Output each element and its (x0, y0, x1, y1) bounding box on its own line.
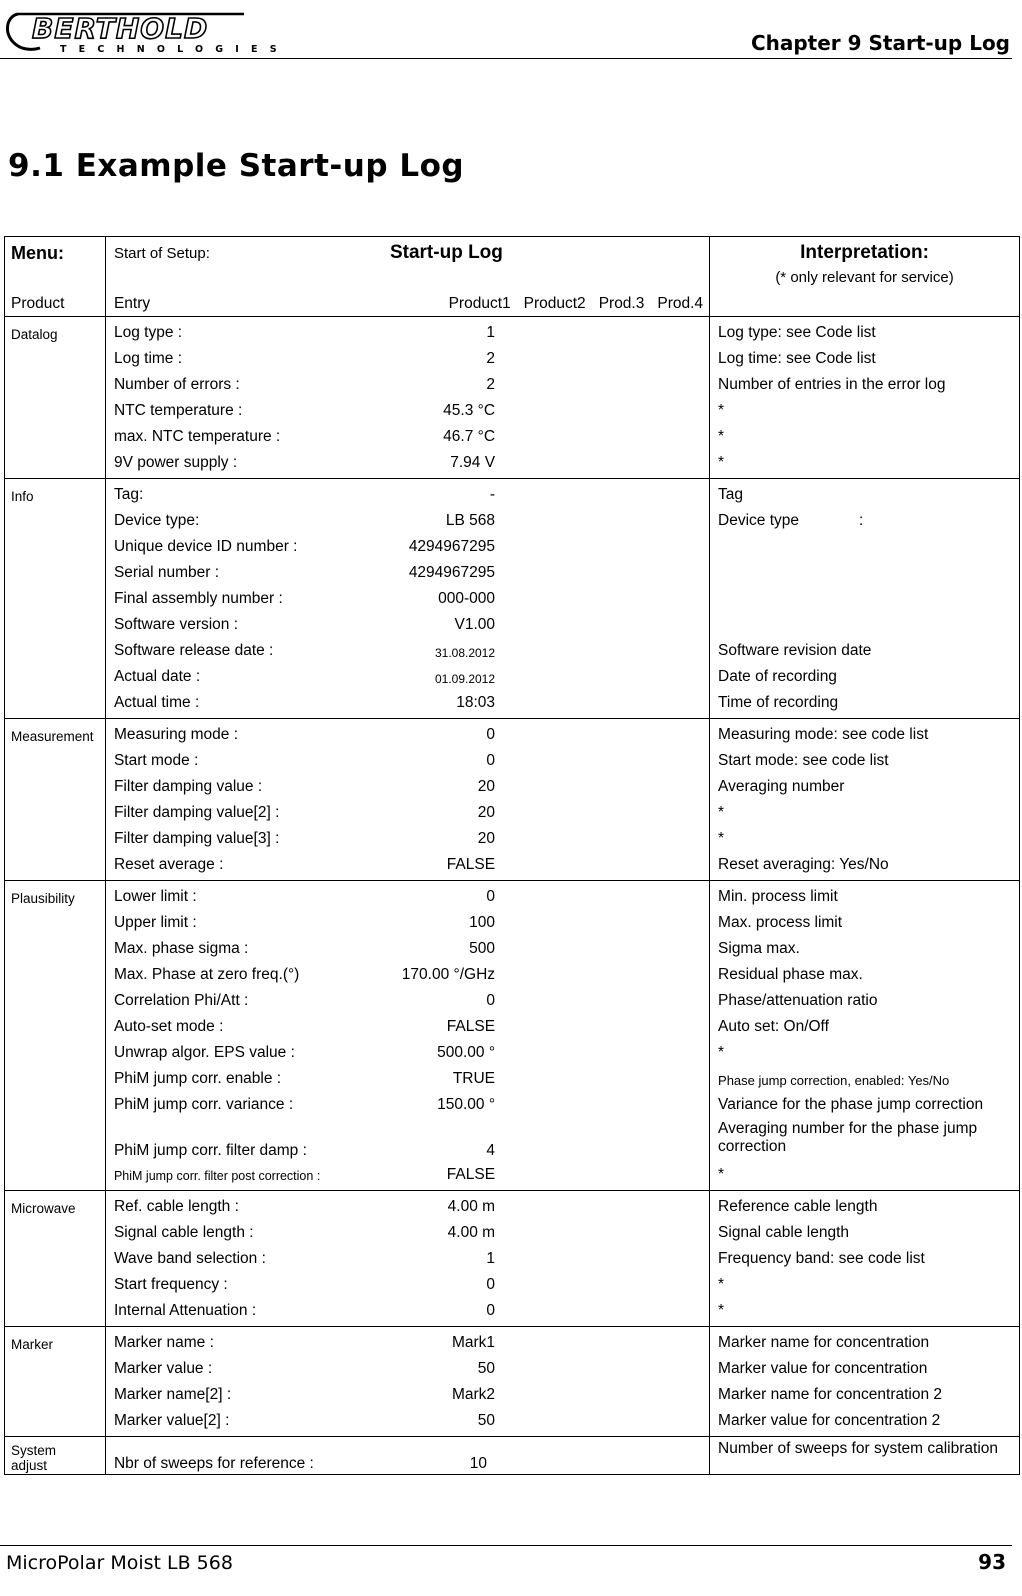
interpretation-value: Measuring mode: see code list (718, 726, 929, 743)
interpretation-list (710, 881, 1019, 1190)
interpretation-value: * (718, 428, 725, 445)
entry-label: Wave band selection : (113, 1250, 266, 1267)
interpretation-value: Reference cable length (718, 1198, 878, 1215)
product1-value: FALSE (446, 1018, 496, 1035)
interpretation-value: Sigma max. (718, 940, 800, 957)
log-entry-row (114, 776, 709, 802)
group-name-cell: Measurement (5, 719, 106, 881)
entry-label: max. NTC temperature : (113, 428, 281, 445)
interpretation-value: Variance for the phase jump correction (718, 1096, 984, 1113)
group-entries-cell (105, 1437, 709, 1475)
interpretation-text (718, 1332, 1019, 1358)
log-entry-row (114, 348, 709, 374)
product1-value: 46.7 °C (443, 428, 496, 445)
log-entry-row (114, 640, 709, 666)
entry-label: 9V power supply : (113, 454, 238, 471)
log-entry-row (114, 426, 709, 452)
log-entry-row (114, 692, 709, 718)
entry-label: Lower limit : (113, 888, 197, 905)
interpretation-text (718, 452, 1019, 478)
interpretation-list (710, 1327, 1019, 1436)
table-header-row (5, 237, 1020, 317)
interpretation-heading: Interpretation: (800, 242, 929, 263)
product1-value: 1 (486, 324, 496, 341)
interpretation-text (718, 400, 1019, 426)
entry-label: Log time : (113, 350, 183, 367)
log-entry-row (114, 452, 709, 478)
group-entries-cell (105, 479, 709, 719)
log-entry-row (114, 1120, 709, 1164)
interpretation-value: Auto set: On/Off (718, 1018, 829, 1035)
product1-value: 000-000 (438, 590, 496, 607)
product1-value: FALSE (446, 1166, 496, 1183)
entry-list (106, 317, 709, 478)
group-interpretation-cell (710, 479, 1020, 719)
product1-value: 100 (469, 914, 496, 931)
interpretation-text (718, 322, 1019, 348)
product1-value: 0 (486, 888, 496, 905)
entry-label: Start frequency : (113, 1276, 228, 1293)
log-entry-row (114, 1274, 709, 1300)
menu-label: Menu: (11, 243, 64, 263)
interpretation-text (718, 1094, 1019, 1120)
product1-value: 7.94 V (450, 454, 496, 471)
product1-value: 500.00 ° (437, 1044, 496, 1061)
group-row-datalog (5, 317, 1020, 479)
interpretation-note: (* only relevant for service) (775, 269, 954, 286)
interpretation-text (718, 724, 1019, 750)
interpretation-value: Residual phase max. (718, 966, 863, 983)
entry-label: Marker value : (113, 1360, 213, 1377)
interpretation-value: Averaging number for the phase jump correction (718, 1120, 978, 1155)
interpretation-text (718, 666, 1019, 692)
log-entry-row (114, 990, 709, 1016)
entry-label: PhiM jump corr. variance : (113, 1096, 294, 1113)
entry-list (106, 881, 709, 1190)
entry-label: Number of errors : (113, 376, 240, 393)
product1-value: V1.00 (454, 616, 496, 633)
entry-label: Nbr of sweeps for reference : (113, 1455, 314, 1472)
log-entry-row (114, 562, 709, 588)
interpretation-value: * (718, 402, 725, 419)
group-interpretation-cell (710, 719, 1020, 881)
interpretation-text (718, 990, 1019, 1016)
log-entry-row (114, 1384, 709, 1410)
log-entry-row (114, 400, 709, 426)
entry-list (106, 719, 709, 880)
startup-log-table (4, 236, 1020, 1475)
entry-label: Serial number : (113, 564, 220, 581)
group-interpretation-cell (710, 1327, 1020, 1437)
footer-rule (0, 1545, 1012, 1546)
interpretation-text (718, 692, 1019, 718)
entry-label: Filter damping value[2] : (113, 804, 280, 821)
log-entry-row (114, 750, 709, 776)
group-name-cell (5, 1437, 106, 1475)
menu-header-cell (5, 237, 106, 317)
entry-list (106, 1327, 709, 1436)
interpretation-text (718, 562, 1019, 588)
section-title: 9.1 Example Start-up Log (8, 148, 465, 184)
product-column-label: Product1 (448, 295, 511, 312)
group-name-cell: Marker (5, 1327, 106, 1437)
interpretation-text (718, 1196, 1019, 1222)
entry-label: Filter damping value[3] : (113, 830, 280, 847)
entry-label: Unique device ID number : (113, 538, 298, 555)
interpretation-list (710, 719, 1019, 880)
interpretation-text (718, 484, 1019, 510)
entry-label: PhiM jump corr. filter damp : (113, 1142, 307, 1159)
product1-value: 50 (477, 1412, 496, 1429)
interpretation-value: Time of recording (718, 694, 839, 711)
log-entry-row (114, 1332, 709, 1358)
log-entry-row (114, 1068, 709, 1094)
product1-value: 150.00 ° (437, 1096, 496, 1113)
product1-value: - (489, 486, 496, 503)
group-interpretation-cell (710, 1191, 1020, 1327)
group-name-cell: Datalog (5, 317, 106, 479)
interpretation-list (710, 479, 1019, 718)
log-entry-row (114, 724, 709, 750)
entry-label: Software release date : (113, 642, 274, 659)
log-entry-row (114, 828, 709, 854)
start-of-setup-label: Start of Setup: (113, 245, 210, 262)
interpretation-text (718, 938, 1019, 964)
interpretation-text (718, 1042, 1019, 1068)
product1-value: 2 (486, 350, 496, 367)
group-name-cell: Info (5, 479, 106, 719)
interpretation-text (718, 750, 1019, 776)
log-entry-row (114, 374, 709, 400)
interpretation-text (718, 426, 1019, 452)
interpretation-text (718, 828, 1019, 854)
log-entry-row (114, 1042, 709, 1068)
interpretation-text (718, 854, 1019, 880)
interpretation-list (710, 317, 1019, 478)
log-entry-row (114, 1164, 709, 1190)
log-entry-row (114, 1094, 709, 1120)
product1-value: 31.08.2012 (434, 646, 496, 660)
interpretation-value: * (718, 1044, 725, 1061)
product1-value: 18:03 (456, 694, 496, 711)
entry-label: Log type : (113, 324, 183, 341)
interpretation-text (718, 1300, 1019, 1326)
product1-value: 4.00 m (447, 1198, 496, 1215)
product1-value: 0 (486, 1302, 496, 1319)
log-entry-row (114, 1300, 709, 1326)
entry-label: Marker name[2] : (113, 1386, 232, 1403)
entry-label: Internal Attenuation : (113, 1302, 257, 1319)
product1-value: 20 (477, 830, 496, 847)
group-entries-cell (105, 1327, 709, 1437)
entry-label: NTC temperature : (113, 402, 243, 419)
group-entries-cell (105, 1191, 709, 1327)
product1-value: 1 (486, 1250, 496, 1267)
interpretation-value: Marker name for concentration 2 (718, 1386, 943, 1403)
entry-label: Tag: (113, 486, 144, 503)
entry-label: Start mode : (113, 752, 199, 769)
entry-label: Correlation Phi/Att : (113, 992, 249, 1009)
group-row-info (5, 479, 1020, 719)
product-label: Product (11, 295, 65, 312)
product1-value: FALSE (446, 856, 496, 873)
entry-label: Device type: (113, 512, 200, 529)
product-column-label: Prod.4 (657, 295, 704, 312)
group-row-microwave (5, 1191, 1020, 1327)
group-entries-cell (105, 719, 709, 881)
product1-value: 4294967295 (408, 538, 496, 555)
log-entry-row (114, 912, 709, 938)
group-entries-cell (105, 317, 709, 479)
product1-value: 170.00 °/GHz (401, 966, 496, 983)
interpretation-value: * (718, 1276, 725, 1293)
page-number: 93 (978, 1550, 1006, 1574)
log-entry-row (114, 938, 709, 964)
entry-list (106, 1191, 709, 1326)
interpretation-value: Marker name for concentration (718, 1334, 930, 1351)
interpretation-text (718, 912, 1019, 938)
log-entry-row (114, 1222, 709, 1248)
product1-value: 10 (469, 1455, 488, 1472)
interpretation-value: Signal cable length (718, 1224, 850, 1241)
entry-label: Max. Phase at zero freq.(°) (113, 966, 300, 983)
log-entry-row (114, 536, 709, 562)
product1-value: Mark2 (451, 1386, 496, 1403)
interpretation-value: Log type: see Code list (718, 324, 876, 341)
svg-text:TECHNOLOGIES: TECHNOLOGIES (60, 44, 289, 55)
entry-label: Ref. cable length : (113, 1198, 239, 1215)
interpretation-value: Start mode: see code list (718, 752, 889, 769)
interpretation-value: Software revision date (718, 642, 872, 659)
product1-value: 20 (477, 804, 496, 821)
interpretation-text (718, 1384, 1019, 1410)
log-entry-row (114, 484, 709, 510)
group-interpretation-cell (710, 317, 1020, 479)
entry-label: Entry (113, 295, 151, 312)
interpretation-text (718, 1016, 1019, 1042)
log-entry-row (114, 1016, 709, 1042)
log-entry-row (114, 1248, 709, 1274)
group-row-plausibility (5, 881, 1020, 1191)
interpretation-text (718, 374, 1019, 400)
interpretation-value: Min. process limit (718, 888, 838, 905)
log-entry-row (114, 802, 709, 828)
group-name-line: adjust (11, 1458, 48, 1473)
product1-value: Mark1 (451, 1334, 496, 1351)
interpretation-text (718, 1120, 1019, 1164)
product-column-label: Product2 (523, 295, 586, 312)
group-row-system-adjust (5, 1437, 1020, 1475)
product1-value: 0 (486, 752, 496, 769)
interpretation-text (718, 1410, 1019, 1436)
interpretation-value: * (718, 830, 725, 847)
group-row-marker (5, 1327, 1020, 1437)
log-entry-row (114, 510, 709, 536)
log-entry-row (114, 322, 709, 348)
log-entry-row (114, 854, 709, 880)
entry-label: PhiM jump corr. enable : (113, 1070, 282, 1087)
group-name-line: System (11, 1443, 57, 1458)
interpretation-text (718, 510, 1019, 536)
product1-value: 01.09.2012 (434, 672, 496, 686)
interpretation-value: * (718, 804, 725, 821)
interpretation-tail: : (859, 512, 864, 529)
log-entry-row (114, 964, 709, 990)
interpretation-value: Number of sweeps for system calibration (710, 1437, 1020, 1475)
log-entry-row (114, 588, 709, 614)
entry-label: Final assembly number : (113, 590, 283, 607)
interpretation-value: Phase/attenuation ratio (718, 992, 878, 1009)
entry-label: Auto-set mode : (113, 1018, 224, 1035)
entry-label: PhiM jump corr. filter post correction : (113, 1169, 321, 1183)
interpretation-text (718, 1274, 1019, 1300)
interpretation-value: Frequency band: see code list (718, 1250, 925, 1267)
log-entry-row (114, 666, 709, 692)
berthold-logo (4, 6, 304, 56)
entry-label: Unwrap algor. EPS value : (113, 1044, 295, 1061)
entry-label: Actual date : (113, 668, 201, 685)
product1-value: 4.00 m (447, 1224, 496, 1241)
product1-value: 0 (486, 726, 496, 743)
group-row-measurement (5, 719, 1020, 881)
interpretation-value: * (718, 454, 725, 471)
interpretation-text (718, 348, 1019, 374)
product1-value: 50 (477, 1360, 496, 1377)
interpretation-header-cell (710, 237, 1020, 317)
interpretation-text (718, 614, 1019, 640)
interpretation-text (718, 964, 1019, 990)
interpretation-text (718, 1068, 1019, 1094)
product1-value: 0 (486, 992, 496, 1009)
header-rule (0, 58, 1012, 59)
interpretation-value: Tag (718, 486, 744, 503)
product-columns (436, 295, 703, 313)
entry-label: Filter damping value : (113, 778, 263, 795)
group-interpretation-cell (710, 881, 1020, 1191)
interpretation-text (718, 1248, 1019, 1274)
interpretation-value: Date of recording (718, 668, 837, 685)
group-name-cell: Microwave (5, 1191, 106, 1327)
log-entry-row (114, 886, 709, 912)
footer-product: MicroPolar Moist LB 568 (6, 1552, 233, 1574)
entry-label: Measuring mode : (113, 726, 239, 743)
entry-label: Reset average : (113, 856, 224, 873)
interpretation-value: Number of entries in the error log (718, 376, 946, 393)
product1-value: 4 (486, 1142, 496, 1159)
entry-label: Signal cable length : (113, 1224, 254, 1241)
group-name-cell: Plausibility (5, 881, 106, 1191)
interpretation-value: Phase jump correction, enabled: Yes/No (718, 1073, 950, 1088)
svg-text:BERTHOLD: BERTHOLD (32, 12, 209, 45)
interpretation-value: Averaging number (718, 778, 845, 795)
interpretation-value: * (718, 1166, 725, 1183)
group-entries-cell (105, 881, 709, 1191)
product1-value: 500 (469, 940, 496, 957)
interpretation-value: Reset averaging: Yes/No (718, 856, 889, 873)
log-entry-row (114, 1410, 709, 1436)
interpretation-value: * (718, 1302, 725, 1319)
interpretation-text (718, 1164, 1019, 1190)
interpretation-value: Max. process limit (718, 914, 843, 931)
entry-label: Max. phase sigma : (113, 940, 249, 957)
product-column-label: Prod.3 (598, 295, 645, 312)
interpretation-text (718, 776, 1019, 802)
product1-value: LB 568 (445, 512, 496, 529)
interpretation-text (718, 536, 1019, 562)
log-entry-row (114, 1358, 709, 1384)
product1-value: 2 (486, 376, 496, 393)
entry-header-cell (105, 237, 709, 317)
product1-value: 20 (477, 778, 496, 795)
log-entry-row (114, 614, 709, 640)
interpretation-text (718, 886, 1019, 912)
interpretation-value: Device type (718, 512, 800, 529)
product1-value: TRUE (452, 1070, 496, 1087)
log-entry-row (114, 1196, 709, 1222)
entry-label: Software version : (113, 616, 239, 633)
entry-label: Marker name : (113, 1334, 214, 1351)
page-header (0, 0, 1022, 60)
entry-list (106, 479, 709, 718)
interpretation-value: Log time: see Code list (718, 350, 876, 367)
interpretation-text (718, 640, 1019, 666)
interpretation-value: Marker value for concentration (718, 1360, 928, 1377)
interpretation-text (718, 588, 1019, 614)
entry-label: Actual time : (113, 694, 200, 711)
entry-label: Upper limit : (113, 914, 197, 931)
product1-value: 0 (486, 1276, 496, 1293)
interpretation-text (718, 1358, 1019, 1384)
interpretation-text (718, 802, 1019, 828)
chapter-title: Chapter 9 Start-up Log (750, 31, 1010, 55)
entry-label: Marker value[2] : (113, 1412, 230, 1429)
product1-value: 4294967295 (408, 564, 496, 581)
startup-log-heading: Start-up Log (389, 242, 503, 263)
interpretation-text (718, 1222, 1019, 1248)
interpretation-list (710, 1191, 1019, 1326)
interpretation-value: Marker value for concentration 2 (718, 1412, 941, 1429)
product1-value: 45.3 °C (443, 402, 496, 419)
